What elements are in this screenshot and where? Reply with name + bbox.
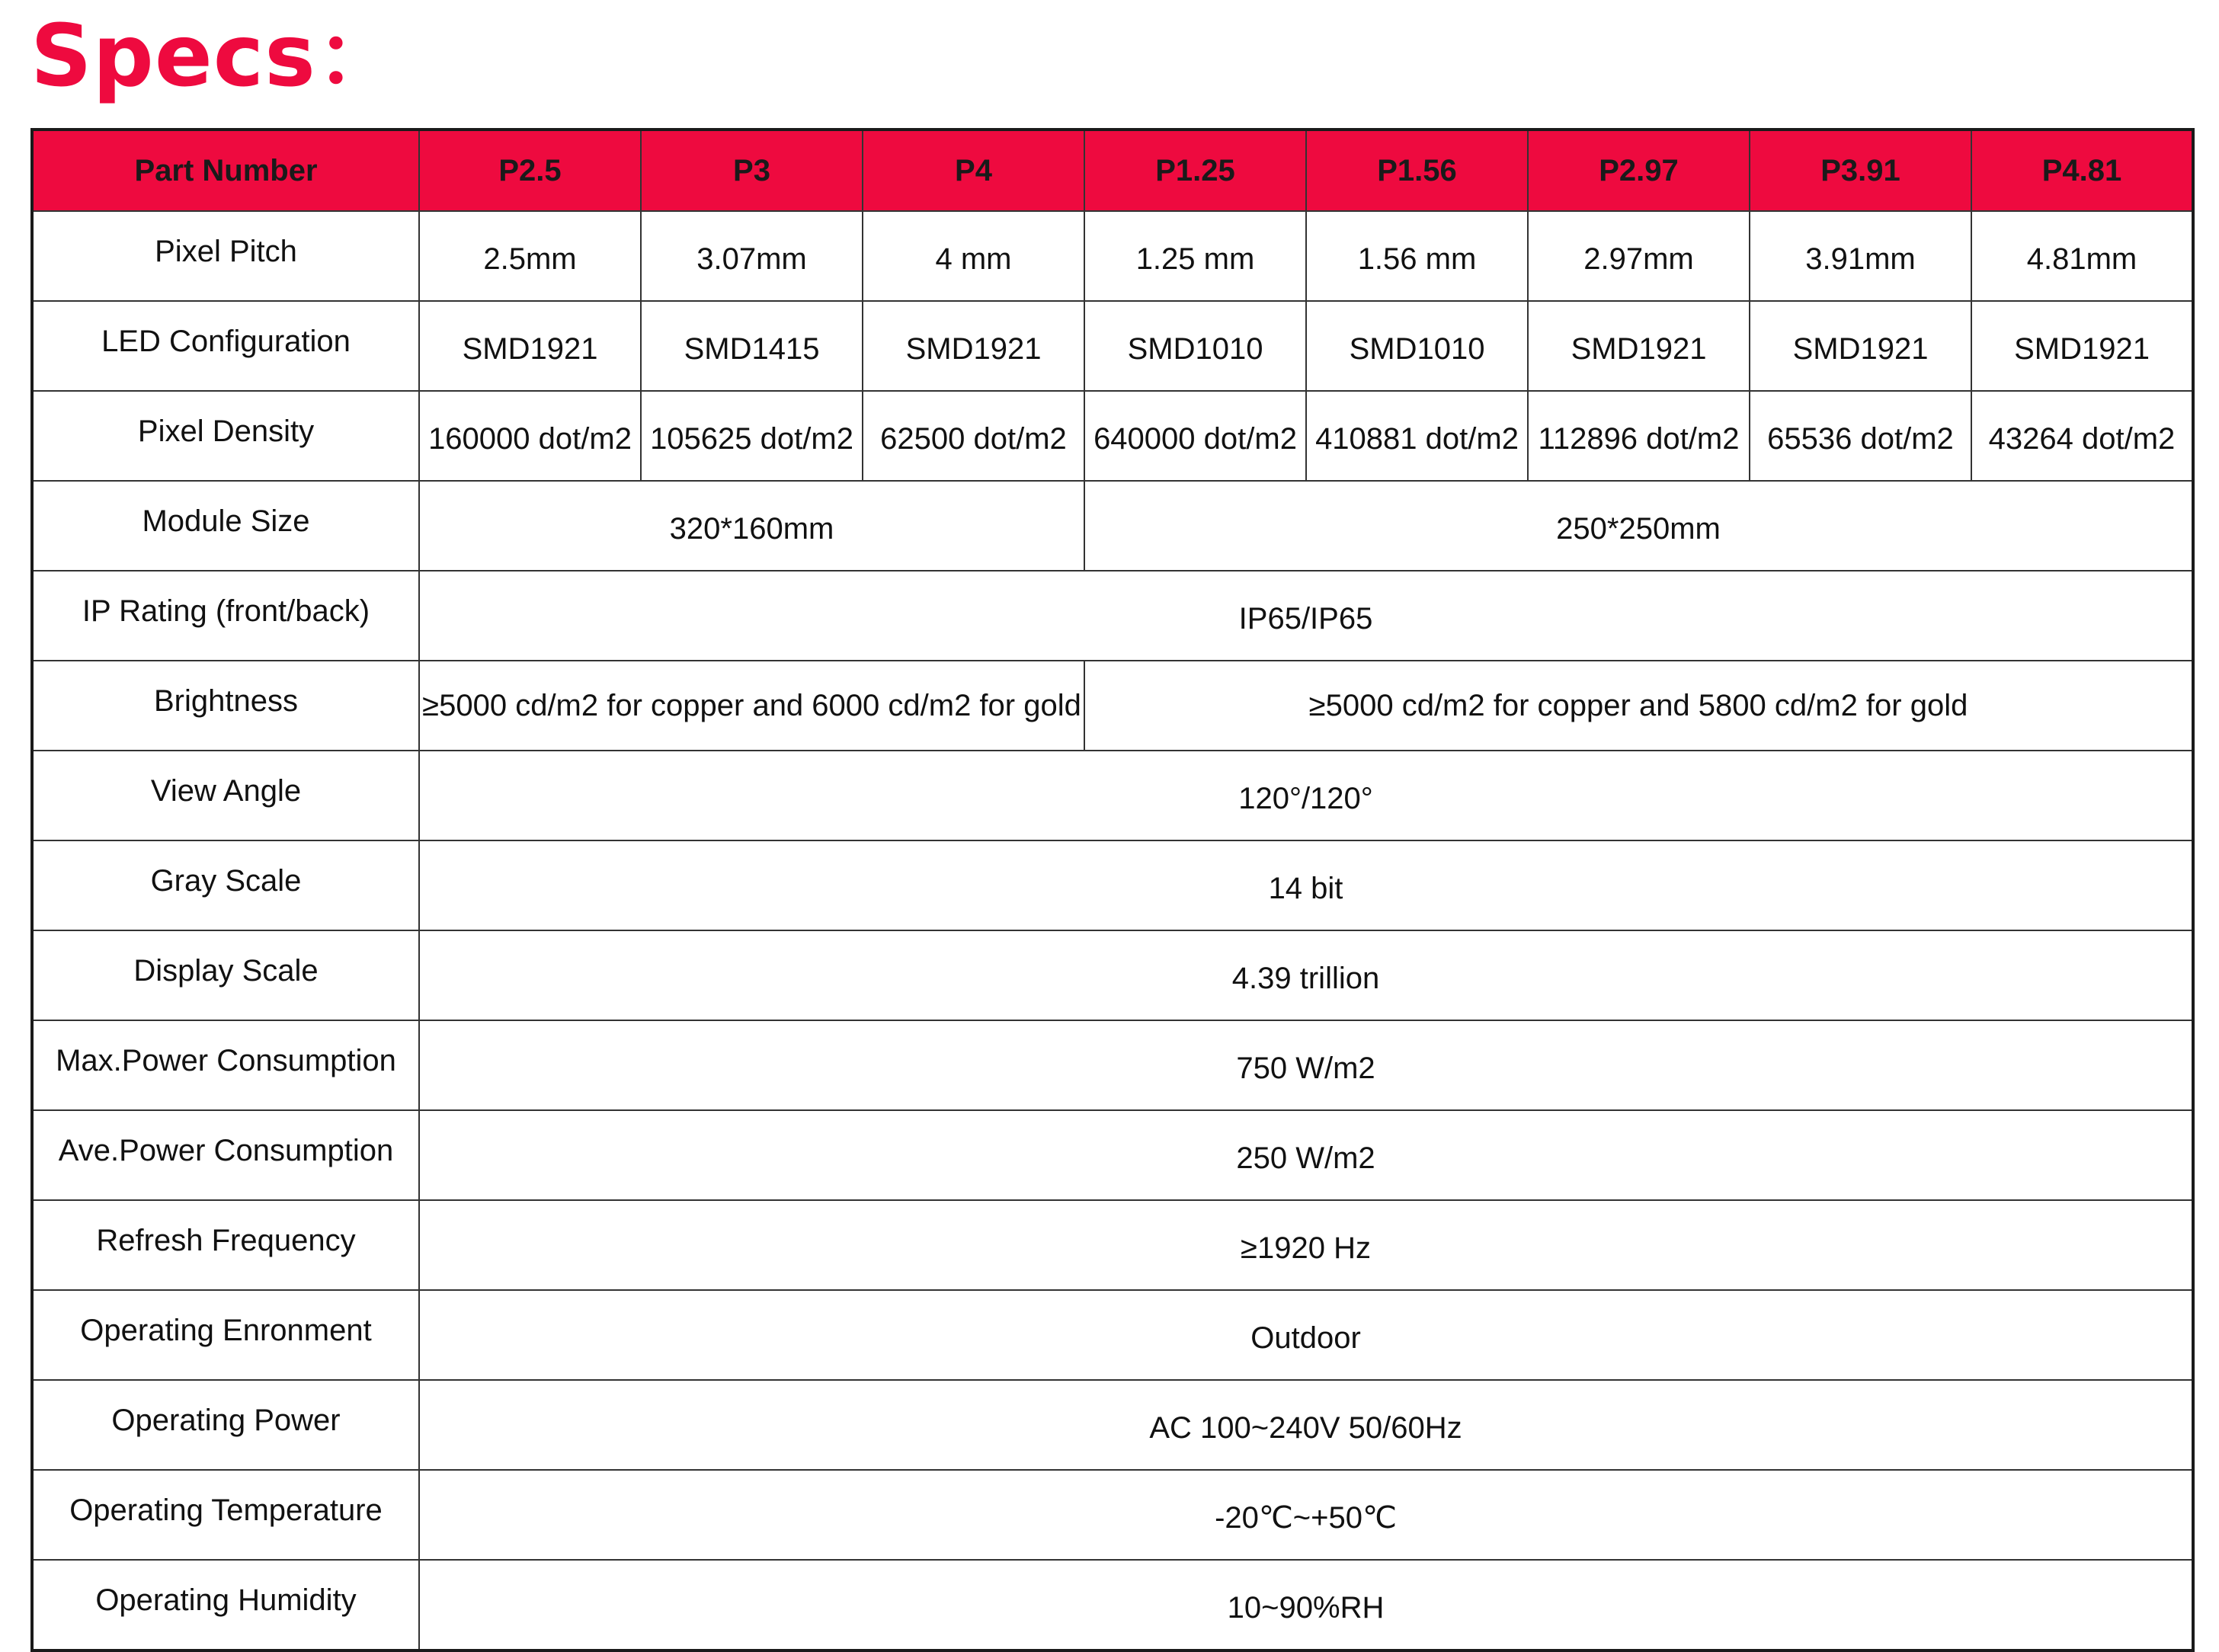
- table-row: [32, 751, 2193, 840]
- header-part-number: Part Number: [32, 130, 419, 211]
- table-cell: 4 mm: [863, 211, 1084, 301]
- table-row: [32, 391, 2193, 481]
- table-cell: 43264 dot/m2: [1971, 391, 2193, 481]
- table-cell: ≥1920 Hz: [419, 1200, 2193, 1290]
- table-cell: SMD1010: [1306, 301, 1528, 391]
- table-row: [32, 1290, 2193, 1380]
- row-label: Operating Temperature: [32, 1470, 419, 1560]
- row-label: Operating Humidity: [32, 1560, 419, 1650]
- table-cell: 1.25 mm: [1084, 211, 1306, 301]
- table-row: [32, 211, 2193, 301]
- table-cell: 410881 dot/m2: [1306, 391, 1528, 481]
- table-cell: ≥5000 cd/m2 for copper and 6000 cd/m2 for gold: [419, 661, 1084, 751]
- table-cell: 250 W/m2: [419, 1110, 2193, 1200]
- header-part: P2.5: [419, 130, 641, 211]
- table-cell: 160000 dot/m2: [419, 391, 641, 481]
- table-row: [32, 840, 2193, 930]
- row-label: Pixel Pitch: [32, 211, 419, 301]
- table-cell: 3.07mm: [641, 211, 863, 301]
- table-row: [32, 1200, 2193, 1290]
- table-cell: -20℃~+50℃: [419, 1470, 2193, 1560]
- table-cell: SMD1921: [1971, 301, 2193, 391]
- table-cell: Outdoor: [419, 1290, 2193, 1380]
- table-cell: 2.5mm: [419, 211, 641, 301]
- table-cell: SMD1010: [1084, 301, 1306, 391]
- header-part: P1.56: [1306, 130, 1528, 211]
- table-cell: 14 bit: [419, 840, 2193, 930]
- table-cell: 320*160mm: [419, 481, 1084, 571]
- row-label: Display Scale: [32, 930, 419, 1020]
- row-label: IP Rating (front/back): [32, 571, 419, 661]
- row-label: View Angle: [32, 751, 419, 840]
- header-part: P2.97: [1528, 130, 1750, 211]
- table-row: [32, 1380, 2193, 1470]
- table-cell: SMD1415: [641, 301, 863, 391]
- table-cell: 10~90%RH: [419, 1560, 2193, 1650]
- row-label: Brightness: [32, 661, 419, 751]
- table-cell: 640000 dot/m2: [1084, 391, 1306, 481]
- table-cell: 750 W/m2: [419, 1020, 2193, 1110]
- table-row: [32, 661, 2193, 751]
- table-row: [32, 1110, 2193, 1200]
- row-label: Operating Enronment: [32, 1290, 419, 1380]
- header-part: P4.81: [1971, 130, 2193, 211]
- row-label: Refresh Frequency: [32, 1200, 419, 1290]
- row-label: Max.Power Consumption: [32, 1020, 419, 1110]
- header-part: P1.25: [1084, 130, 1306, 211]
- row-label: Operating Power: [32, 1380, 419, 1470]
- table-row: [32, 301, 2193, 391]
- table-cell: 120°/120°: [419, 751, 2193, 840]
- table-cell: SMD1921: [1528, 301, 1750, 391]
- table-cell: AC 100~240V 50/60Hz: [419, 1380, 2193, 1470]
- table-row: [32, 571, 2193, 661]
- table-row: [32, 1560, 2193, 1650]
- table-row: [32, 481, 2193, 571]
- table-cell: SMD1921: [419, 301, 641, 391]
- table-cell: ≥5000 cd/m2 for copper and 5800 cd/m2 for gold: [1084, 661, 2193, 751]
- table-cell: 1.56 mm: [1306, 211, 1528, 301]
- table-cell: SMD1921: [863, 301, 1084, 391]
- table-row: [32, 930, 2193, 1020]
- page-title: Specs：: [30, 7, 402, 106]
- table-cell: 65536 dot/m2: [1750, 391, 1971, 481]
- table-cell: SMD1921: [1750, 301, 1971, 391]
- header-row: [32, 130, 2193, 211]
- table-cell: 62500 dot/m2: [863, 391, 1084, 481]
- table-row: [32, 1470, 2193, 1560]
- row-label: LED Configuration: [32, 301, 419, 391]
- table-cell: 112896 dot/m2: [1528, 391, 1750, 481]
- table-row: [32, 1020, 2193, 1110]
- table-cell: IP65/IP65: [419, 571, 2193, 661]
- table-cell: 3.91mm: [1750, 211, 1971, 301]
- row-label: Module Size: [32, 481, 419, 571]
- table-cell: 4.81mm: [1971, 211, 2193, 301]
- specs-table: [30, 128, 2195, 1652]
- row-label: Pixel Density: [32, 391, 419, 481]
- table-cell: 4.39 trillion: [419, 930, 2193, 1020]
- table-cell: 2.97mm: [1528, 211, 1750, 301]
- table-cell: 250*250mm: [1084, 481, 2193, 571]
- header-part: P3: [641, 130, 863, 211]
- header-part: P3.91: [1750, 130, 1971, 211]
- row-label: Ave.Power Consumption: [32, 1110, 419, 1200]
- table-cell: 105625 dot/m2: [641, 391, 863, 481]
- row-label: Gray Scale: [32, 840, 419, 930]
- header-part: P4: [863, 130, 1084, 211]
